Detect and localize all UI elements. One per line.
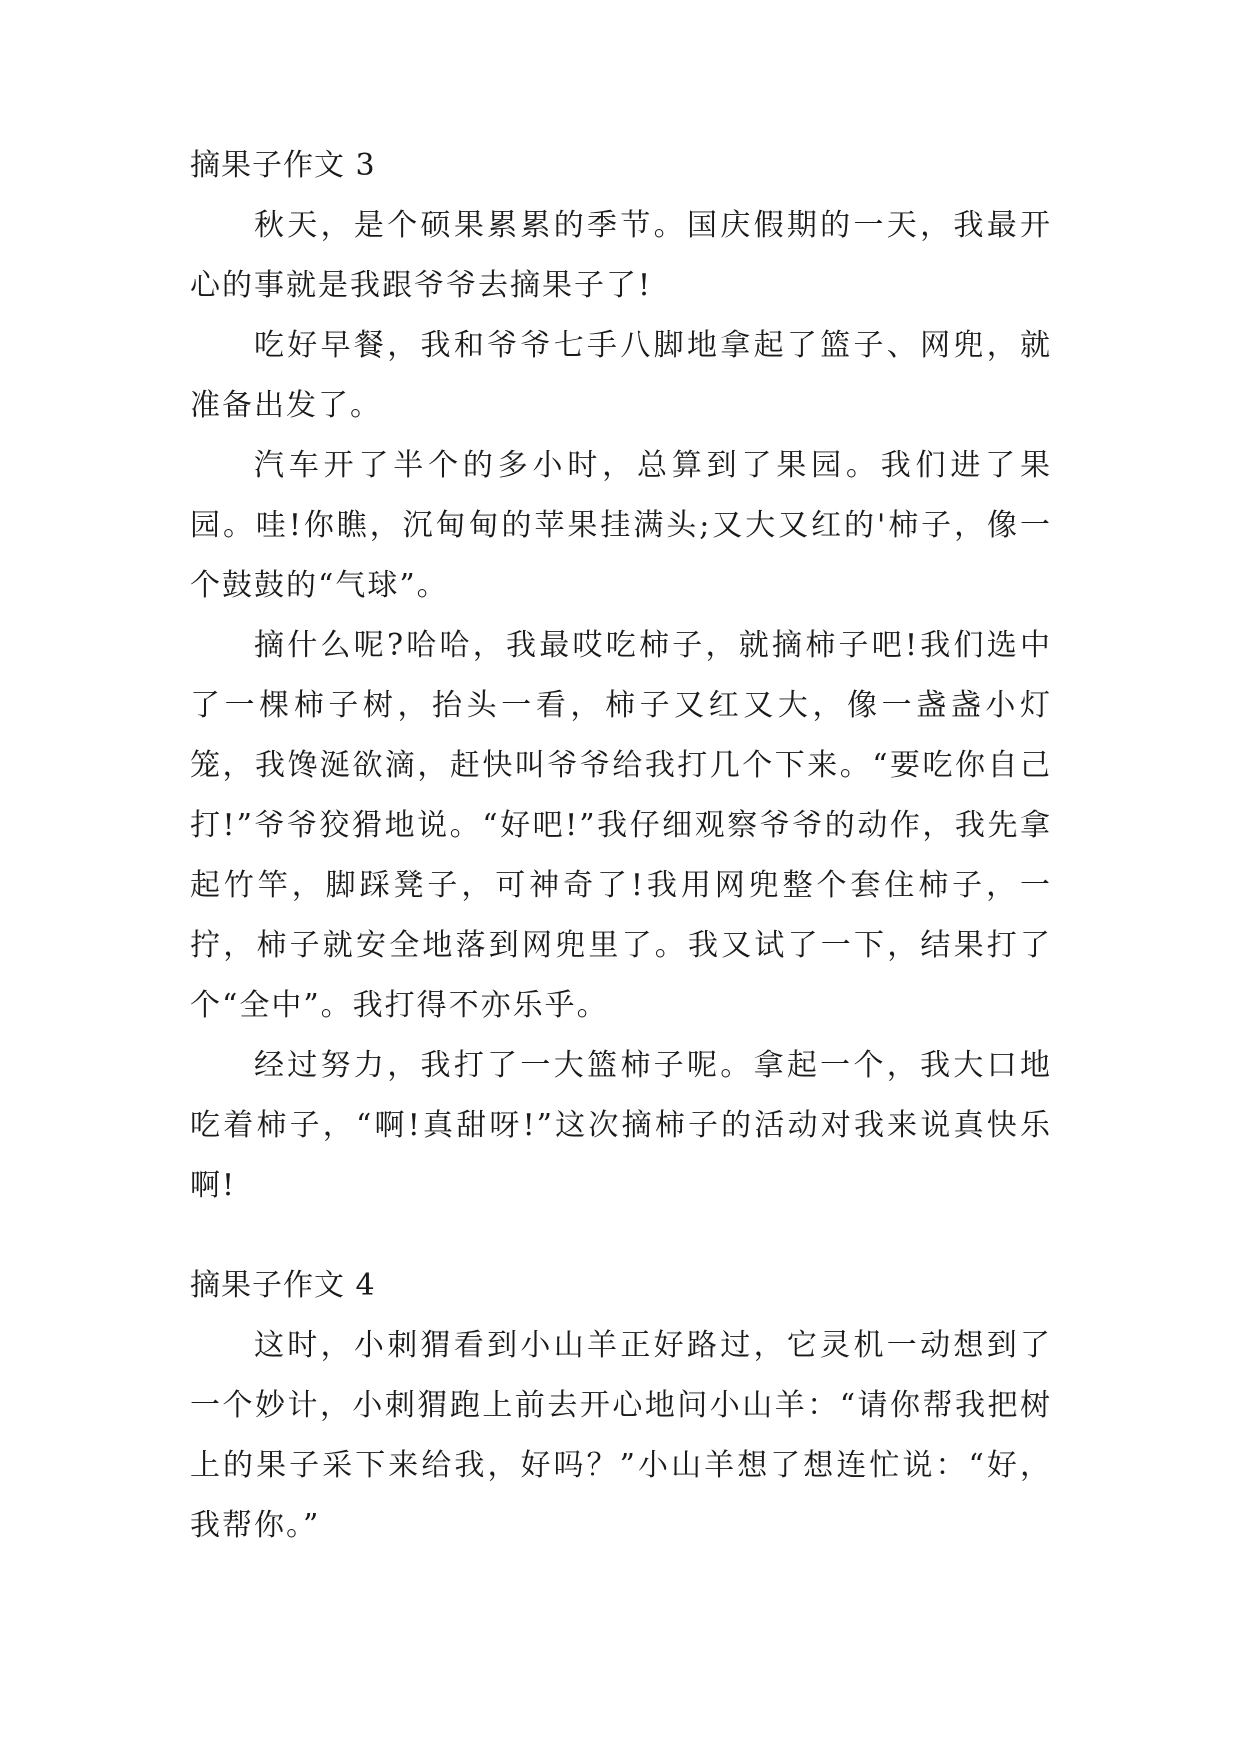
paragraph: 这时，小刺猬看到小山羊正好路过，它灵机一动想到了一个妙计，小刺猬跑上前去开心地问小山羊：“请你帮我把树上的果子采下来给我，好吗？”小山羊想了想连忙说：“好，我帮你。” [190, 1328, 1052, 1543]
essay-title: 摘果子作文 4 [190, 1268, 376, 1303]
paragraph: 摘什么呢?哈哈，我最哎吃柿子，就摘柿子吧!我们选中了一棵柿子树，抬头一看，柿子又红又大，像一盏盏小灯笼，我馋涎欲滴，赶快叫爷爷给我打几个下来。“要吃你自己打!”爷爷狡猾地说。“好吧!”我仔细观察爷爷的动作，我先拿起竹竿，脚踩凳子，可神奇了!我用网兜整个套住柿子，一拧，柿子就安全地落到网兜里了。我又试了一下，结果打了个“全中”。我打得不亦乐乎。 [190, 628, 1052, 1023]
paragraph: 吃好早餐，我和爷爷七手八脚地拿起了篮子、网兜，就准备出发了。 [190, 328, 1052, 423]
essay-4 [190, 1256, 1052, 1556]
paragraph: 汽车开了半个的多小时，总算到了果园。我们进了果园。哇!你瞧，沉甸甸的苹果挂满头;又大又红的'柿子，像一个鼓鼓的“气球”。 [190, 448, 1052, 603]
paragraph: 秋天，是个硕果累累的季节。国庆假期的一天，我最开心的事就是我跟爷爷去摘果子了! [190, 208, 1052, 303]
paragraph: 经过努力，我打了一大篮柿子呢。拿起一个，我大口地吃着柿子，“啊!真甜呀!”这次摘柿子的活动对我来说真快乐啊! [190, 1048, 1052, 1203]
essay-3 [190, 136, 1052, 1216]
essay-title: 摘果子作文 3 [190, 148, 376, 183]
